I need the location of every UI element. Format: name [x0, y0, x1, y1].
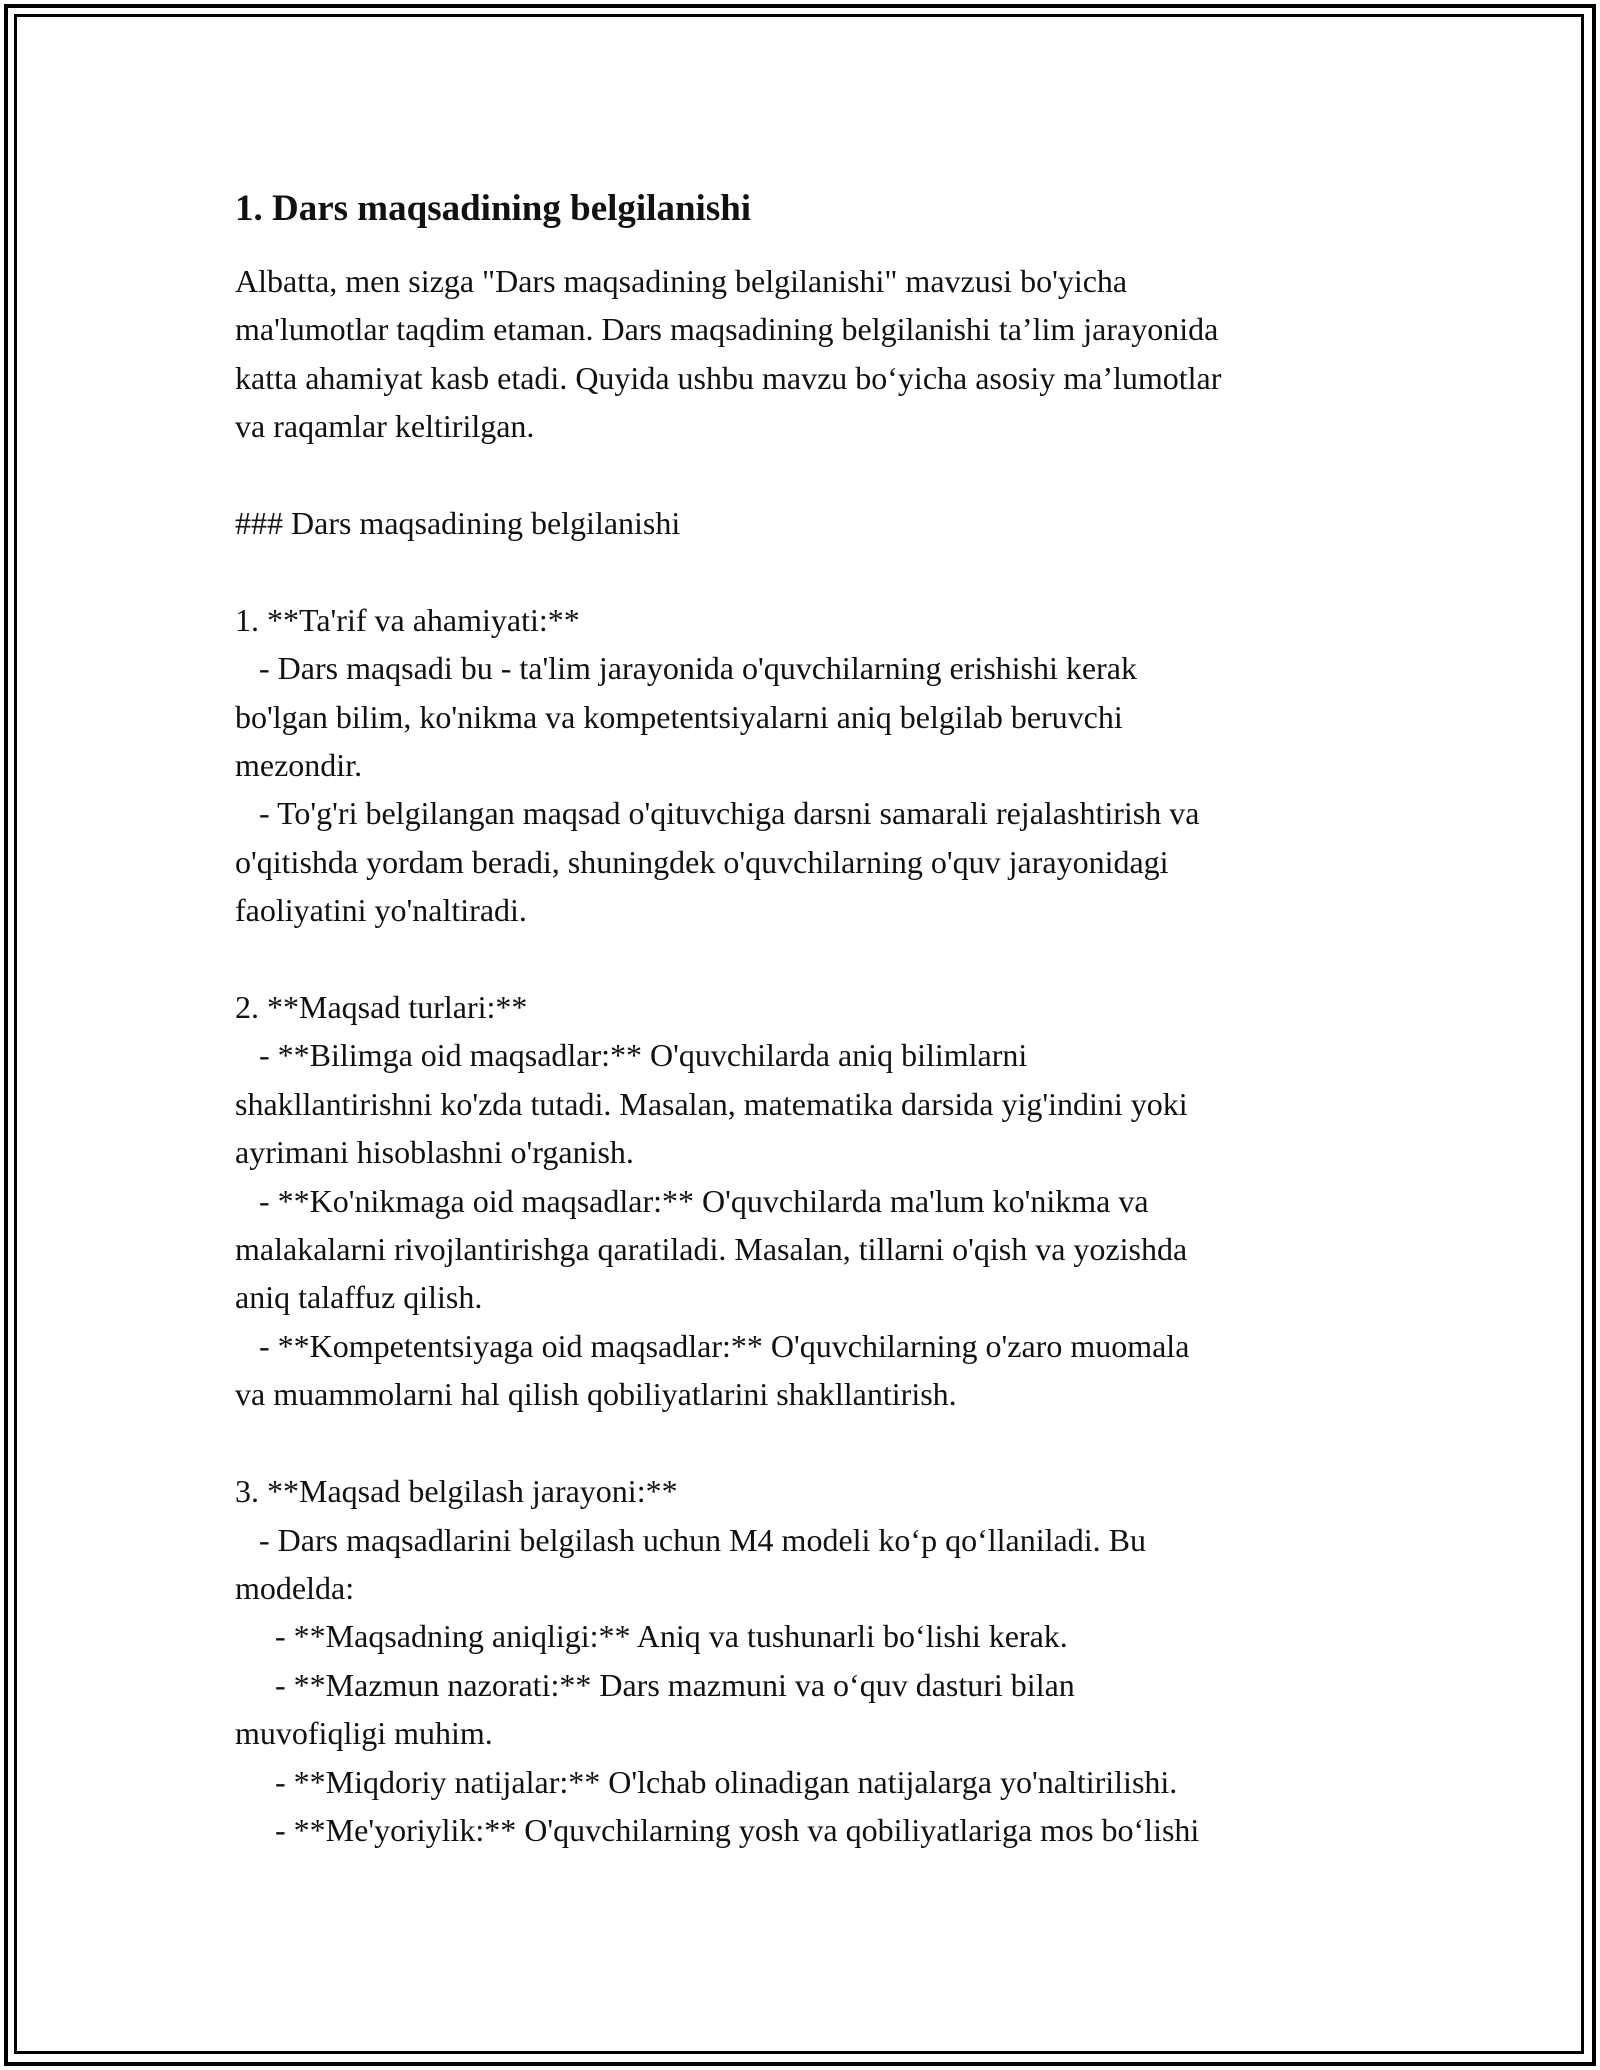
text-line: - **Bilimga oid maqsadlar:** O'quvchilarda aniq bilimlarni [235, 1037, 1028, 1074]
blank-line [235, 547, 1380, 595]
text-line: faoliyatini yo'naltiradi. [235, 892, 527, 929]
text-line: mezondir. [235, 747, 363, 784]
document-body [235, 185, 1380, 1854]
list-heading-line: 1. **Ta'rif va ahamiyati:** [235, 601, 580, 638]
text-line: modelda: [235, 1569, 355, 1606]
text-line: - **Kompetentsiyaga oid maqsadlar:** O'quvchilarning o'zaro muomala [235, 1327, 1190, 1364]
list-heading-line: 3. **Maqsad belgilash jarayoni:** [235, 1473, 678, 1510]
text-line: - **Mazmun nazorati:** Dars mazmuni va o‘quv dasturi bilan [235, 1666, 1075, 1703]
text-line: shakllantirishni ko'zda tutadi. Masalan, matematika darsida yig'indini yoki [235, 1085, 1188, 1122]
text-line: va muammolarni hal qilish qobiliyatlarini shakllantirish. [235, 1376, 957, 1413]
section-heading-line: ### Dars maqsadining belgilanishi [235, 505, 681, 542]
text-line: o'qitishda yordam beradi, shuningdek o'quvchilarning o'quv jarayonidagi [235, 843, 1169, 880]
text-line: bo'lgan bilim, ko'nikma va kompetentsiyalarni aniq belgilab beruvchi [235, 698, 1123, 735]
text-line: - **Miqdoriy natijalar:** O'lchab olinadigan natijalarga yo'naltirilishi. [235, 1763, 1178, 1800]
text-line: ayrimani hisoblashni o'rganish. [235, 1134, 634, 1171]
text-line: aniq talaffuz qilish. [235, 1279, 483, 1316]
text-line: - **Maqsadning aniqligi:** Aniq va tushunarli bo‘lishi kerak. [235, 1618, 1068, 1655]
blank-line [235, 1419, 1380, 1467]
text-line: Albatta, men sizga "Dars maqsadining belgilanishi" mavzusi bo'yicha [235, 263, 1128, 299]
text-line: - **Ko'nikmaga oid maqsadlar:** O'quvchilarda ma'lum ko'nikma va [235, 1182, 1149, 1219]
text-line: va raqamlar keltirilgan. [235, 408, 535, 445]
page-title: 1. Dars maqsadining belgilanishi [235, 188, 752, 229]
text-line: - Dars maqsadlarini belgilash uchun M4 modeli ko‘p qo‘llaniladi. Bu [235, 1521, 1146, 1558]
text-line: - **Me'yoriylik:** O'quvchilarning yosh va qobiliyatlariga mos bo‘lishi [235, 1811, 1200, 1848]
text-line: malakalarni rivojlantirishga qaratiladi. Masalan, tillarni o'qish va yozishda [235, 1231, 1188, 1268]
blank-line [235, 935, 1380, 983]
list-heading-line: 2. **Maqsad turlari:** [235, 989, 528, 1026]
text-line: ma'lumotlar taqdim etaman. Dars maqsadining belgilanishi ta’lim jarayonida [235, 311, 1219, 348]
text-line: - Dars maqsadi bu - ta'lim jarayonida o'quvchilarning erishishi kerak [235, 650, 1137, 687]
text-line: - To'g'ri belgilangan maqsad o'qituvchiga darsni samarali rejalashtirish va [235, 795, 1200, 832]
document-text [235, 257, 1380, 1854]
text-line: muvofiqligi muhim. [235, 1715, 493, 1752]
text-line: katta ahamiyat kasb etadi. Quyida ushbu mavzu bo‘yicha asosiy ma’lumotlar [235, 359, 1222, 396]
blank-line [235, 451, 1380, 499]
